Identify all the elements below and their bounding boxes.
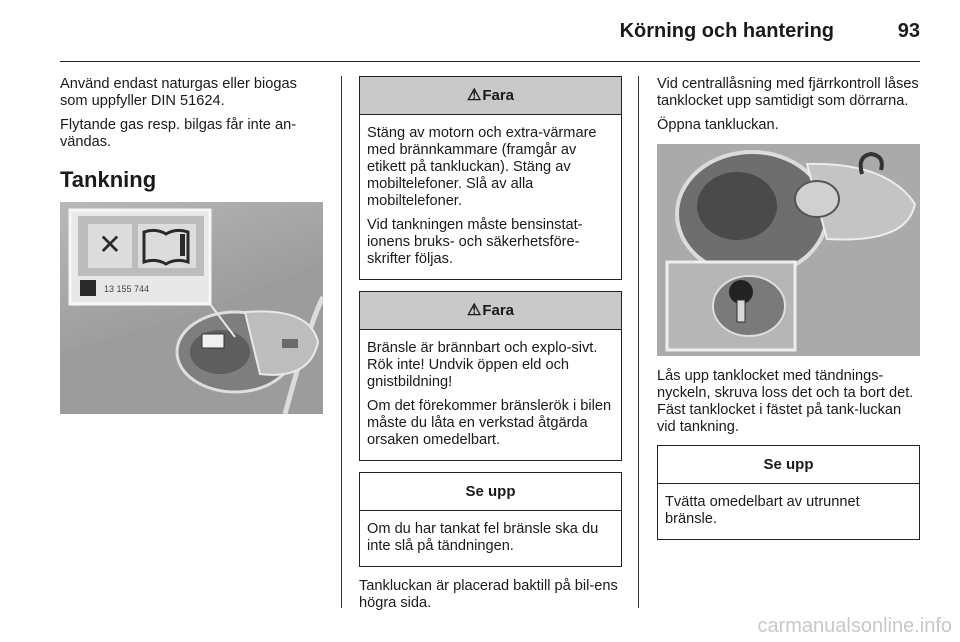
warning-triangle-icon: ⚠ xyxy=(466,302,482,319)
box-body xyxy=(360,115,621,279)
fuel-cap-illustration xyxy=(657,144,920,356)
watermark: carmanualsonline.info xyxy=(757,615,952,637)
box-header xyxy=(360,292,621,330)
paragraph: Vid tankningen måste bensinstat-ionens bruks- och säkerhetsföre-skrifter följas. xyxy=(367,217,583,267)
column-divider xyxy=(638,76,639,608)
caution-box xyxy=(657,445,920,540)
box-title: Fara xyxy=(482,87,515,104)
box-body xyxy=(360,511,621,566)
box-title: Fara xyxy=(482,302,515,319)
column-left xyxy=(60,76,326,414)
paragraph: Vid centrallåsning med fjärrkontroll låses tanklocket upp samtidigt som dörrarna. xyxy=(657,76,919,109)
paragraph: Bränsle är brännbart och explo-sivt. Rök inte! Undvik öppen eld och gnistbildning! xyxy=(367,340,598,390)
danger-box xyxy=(359,291,622,461)
paragraph: Tvätta omedelbart av utrunnet bränsle. xyxy=(665,494,860,527)
paragraph: Stäng av motorn och extra-värmare med brännkammare (framgår av etikett på tankluckan). Stäng av mobiltelefoner. Slå av alla mobiltelefoner. xyxy=(367,125,597,209)
paragraph: Tankluckan är placerad baktill på bil-ens högra sida. xyxy=(359,578,618,611)
paragraph: Lås upp tanklocket med tändnings-nyckeln, skruva loss det och ta bort det. Fäst tanklocket i fästet på tank-luckan vid tankning. xyxy=(657,368,914,435)
page-number: 93 xyxy=(897,20,920,42)
box-body xyxy=(658,484,919,539)
caution-box xyxy=(359,472,622,567)
column-divider xyxy=(341,76,342,608)
fuel-door-drawing xyxy=(60,202,323,414)
box-title: Se upp xyxy=(465,483,516,500)
paragraph: Om det förekommer bränslerök i bilen måste du låta en verkstad åtgärda orsaken omedelbart. xyxy=(367,398,612,448)
danger-box xyxy=(359,76,622,280)
box-header xyxy=(658,446,919,484)
section-title: Tankning xyxy=(60,167,157,192)
fuel-door-illustration xyxy=(60,202,323,414)
column-middle xyxy=(359,76,622,619)
box-body xyxy=(360,330,621,460)
box-header xyxy=(360,77,621,115)
warning-triangle-icon: ⚠ xyxy=(466,87,482,104)
page-header xyxy=(60,0,920,62)
paragraph: Flytande gas resp. bilgas får inte an-vändas. xyxy=(60,117,297,150)
box-header xyxy=(360,473,621,511)
page-title: Körning och hantering xyxy=(619,20,834,42)
label-code: 13 155 744 xyxy=(104,284,150,294)
paragraph: Använd endast naturgas eller biogas som uppfyller DIN 51624. xyxy=(60,76,297,109)
paragraph: Om du har tankat fel bränsle ska du inte slå på tändningen. xyxy=(367,521,599,554)
paragraph: Öppna tankluckan. xyxy=(657,117,779,133)
svg-text:✕: ✕ xyxy=(98,228,122,261)
fuel-cap-drawing xyxy=(657,144,920,356)
box-title: Se upp xyxy=(763,456,814,473)
column-right xyxy=(657,76,920,551)
